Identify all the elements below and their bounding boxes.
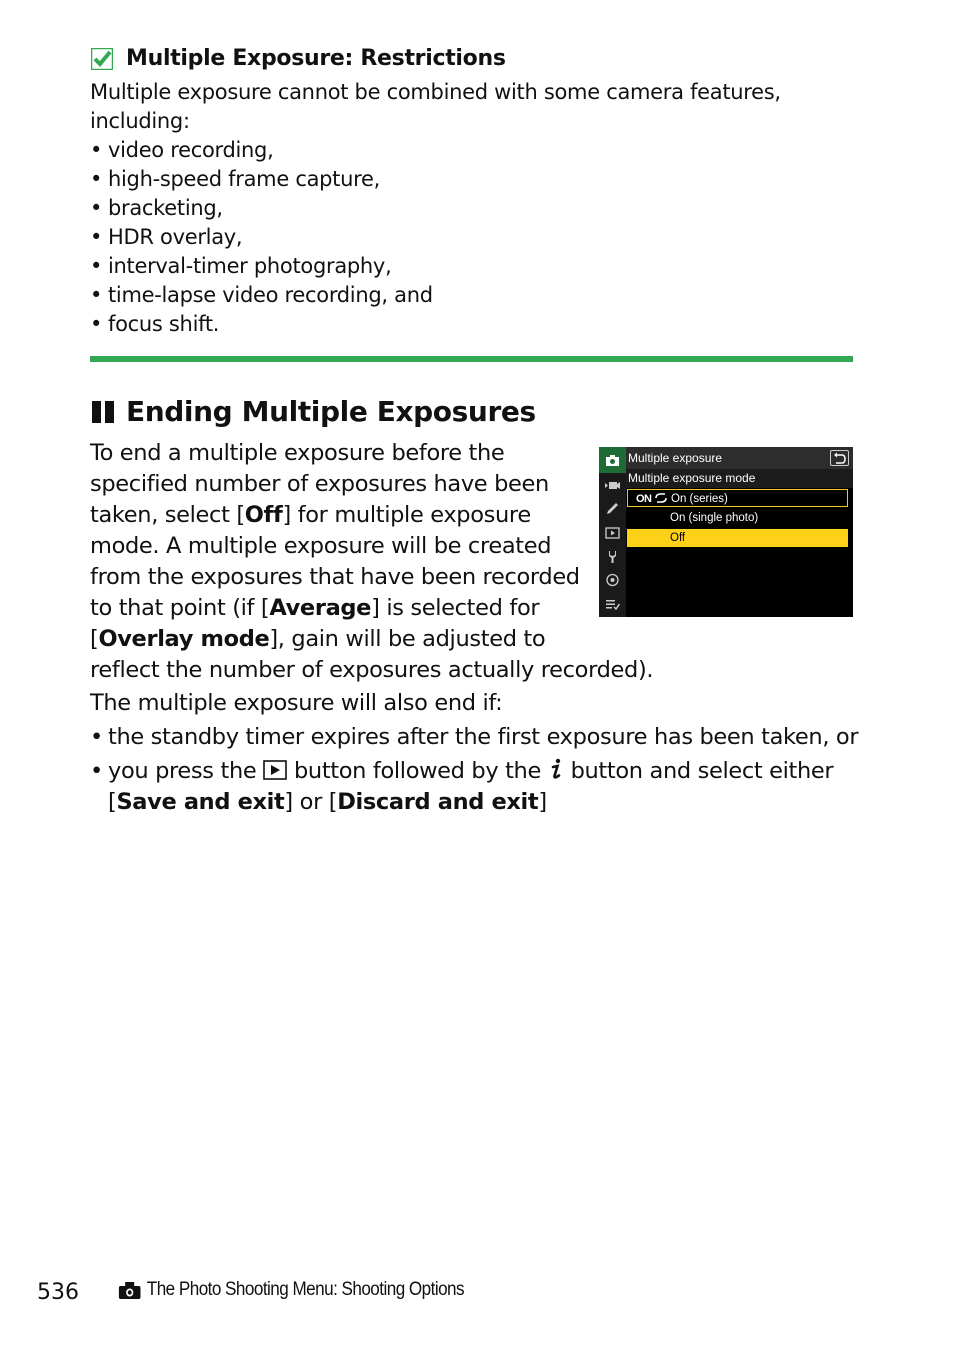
option-on-single-photo[interactable]: On (single photo) bbox=[670, 512, 759, 524]
list-item: • you press the button followed by the button and select either bbox=[90, 758, 834, 784]
list-item: • interval-timer photography, bbox=[90, 254, 392, 278]
list-item: • the standby timer expires after the first exposure has been taken, or bbox=[90, 724, 859, 750]
playback-button-icon bbox=[263, 760, 287, 780]
section-heading bbox=[92, 395, 536, 428]
end-if-text: The multiple exposure will also end if: bbox=[90, 690, 503, 716]
note-heading bbox=[91, 46, 506, 71]
list-item: • HDR overlay, bbox=[90, 225, 243, 249]
list-item: • video recording, bbox=[90, 138, 274, 162]
section-marker-icon bbox=[92, 401, 114, 423]
menu-title: Multiple exposure bbox=[626, 447, 853, 469]
note-intro: Multiple exposure cannot be combined with some camera features, including: bbox=[90, 80, 781, 133]
i-button-icon bbox=[548, 758, 564, 780]
list-item: • bracketing, bbox=[90, 196, 223, 220]
pencil-icon bbox=[605, 502, 620, 516]
footer-section-link[interactable]: The Photo Shooting Menu: Shooting Options bbox=[118, 1279, 464, 1301]
list-item: • high-speed frame capture, bbox=[90, 167, 380, 191]
menu-sidebar bbox=[599, 447, 626, 617]
camera-menu-screen bbox=[599, 447, 853, 617]
camera-icon bbox=[605, 453, 620, 467]
check-note-icon bbox=[91, 48, 113, 70]
menu-subtitle: Multiple exposure mode bbox=[626, 469, 853, 488]
my-menu-icon bbox=[605, 597, 620, 611]
playback-icon bbox=[605, 526, 620, 540]
on-series-icon: ON bbox=[636, 490, 668, 508]
wrench-icon bbox=[605, 550, 620, 564]
section-title: Ending Multiple Exposures bbox=[126, 395, 536, 428]
video-icon bbox=[605, 478, 620, 492]
section-divider bbox=[90, 356, 853, 362]
camera-icon bbox=[118, 1280, 141, 1300]
network-icon bbox=[605, 573, 620, 587]
option-on-series[interactable]: ON On (series) bbox=[627, 489, 848, 507]
back-icon bbox=[830, 450, 849, 466]
note-title: Multiple Exposure: Restrictions bbox=[126, 46, 506, 71]
section-paragraph: To end a multiple exposure before the specified number of exposures have been taken, select [Off] for multiple exposure mode. A multiple exposure will be created from the exposures that have been recorded to that point (if [Average] is selected for [Overlay mode], gain will be adjusted to reflect the number of exposures actually recorded). bbox=[90, 440, 654, 683]
list-item-continuation: [Save and exit] or [Discard and exit] bbox=[108, 789, 547, 815]
page-number: 536 bbox=[37, 1280, 79, 1305]
list-item: • time-lapse video recording, and bbox=[90, 283, 433, 307]
list-item: • focus shift. bbox=[90, 312, 220, 336]
option-off[interactable]: Off bbox=[627, 529, 848, 547]
